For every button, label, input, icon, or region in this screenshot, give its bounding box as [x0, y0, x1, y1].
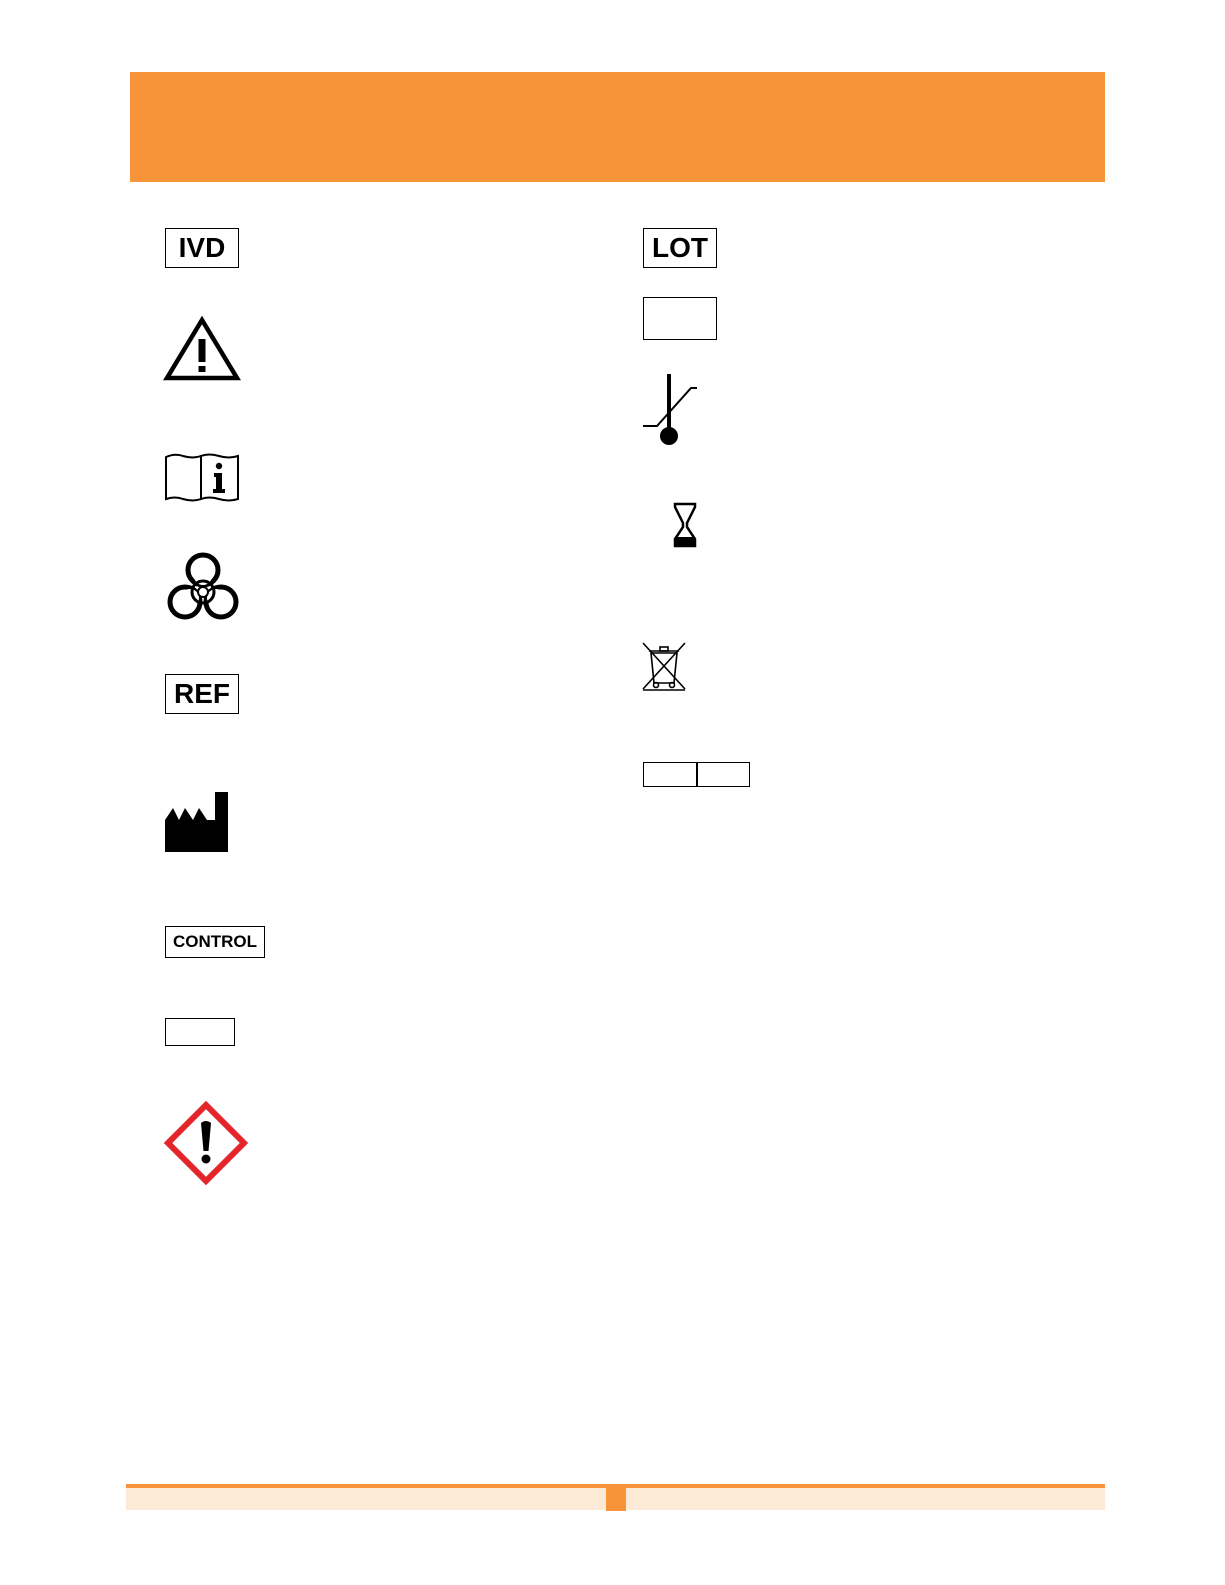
empty-box-left — [165, 1018, 235, 1046]
ref-label-box: REF — [165, 674, 239, 714]
ghs-exclamation-icon — [164, 1101, 248, 1185]
crossed-bin-icon — [641, 641, 689, 693]
empty-box-right — [643, 297, 717, 340]
control-label-box: CONTROL — [165, 926, 265, 958]
hourglass-icon — [672, 501, 698, 549]
ivd-label-box: IVD — [165, 228, 239, 268]
split-box-divider — [696, 763, 698, 786]
header-band — [130, 72, 1105, 182]
biohazard-icon — [163, 548, 243, 626]
consult-instructions-icon — [163, 453, 241, 503]
split-box — [643, 762, 750, 787]
lot-label-box: LOT — [643, 228, 717, 268]
thermometer-icon — [641, 372, 701, 448]
factory-icon — [165, 790, 229, 854]
warning-triangle-icon — [163, 316, 241, 382]
footer-page-tab — [606, 1487, 626, 1511]
